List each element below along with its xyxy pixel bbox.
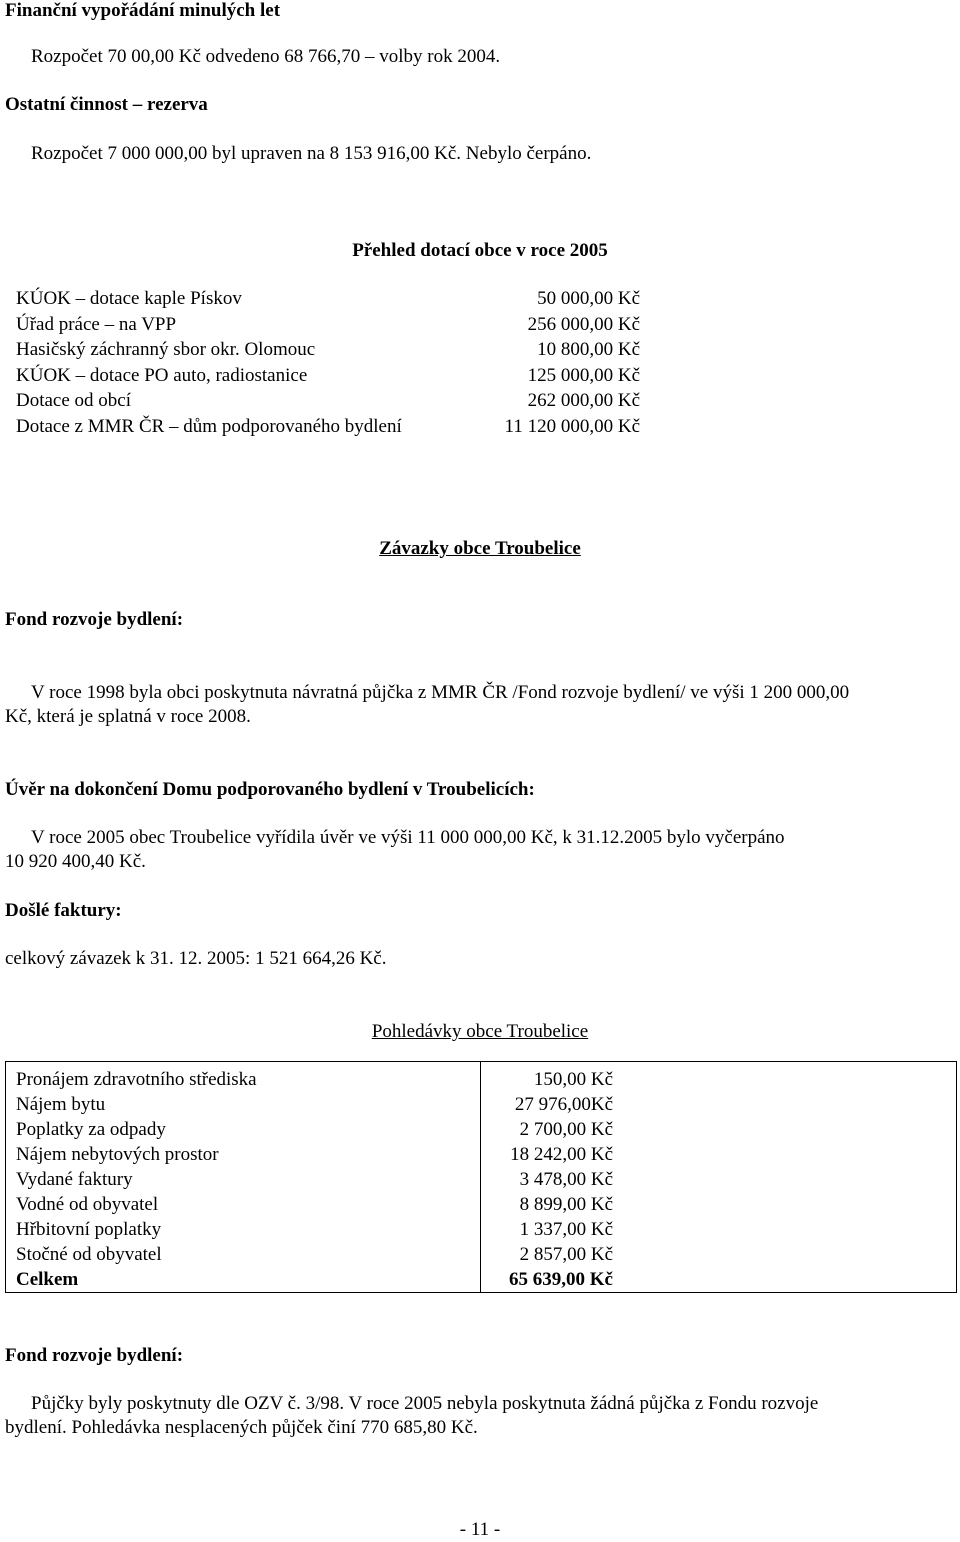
receivable-label: Stočné od obyvatel <box>16 1244 162 1265</box>
receivable-label: Pronájem zdravotního střediska <box>16 1069 257 1090</box>
table-row <box>6 1192 956 1217</box>
receivable-label: Vodné od obyvatel <box>16 1194 159 1215</box>
subsidy-label: Úřad práce – na VPP <box>16 313 177 335</box>
housing-fund-text-line1: V roce 1998 byla obci poskytnuta návratná půjčka z MMR ČR /Fond rozvoje bydlení/ ve výši 1 200 000,00 <box>31 682 850 703</box>
subsidy-amount: 262 000,00 Kč <box>527 390 640 412</box>
loan-text-line2: 10 920 400,40 Kč. <box>5 851 146 872</box>
other-activity-text: Rozpočet 7 000 000,00 byl upraven na 8 153 916,00 Kč. Nebylo čerpáno. <box>31 143 592 164</box>
receivable-amount: 150,00 Kč <box>533 1069 613 1090</box>
subsidy-amount: 10 800,00 Kč <box>537 339 640 361</box>
other-activity-heading: Ostatní činnost – rezerva <box>5 94 208 115</box>
receivable-amount: 1 337,00 Kč <box>519 1219 613 1240</box>
financial-settlement-text: Rozpočet 70 00,00 Kč odvedeno 68 766,70 – volby rok 2004. <box>31 46 501 67</box>
loan-heading: Úvěr na dokončení Domu podporovaného bydlení v Troubelicích: <box>5 779 535 800</box>
subsidies-list <box>16 286 656 440</box>
subsidy-amount: 256 000,00 Kč <box>527 313 640 335</box>
subsidy-amount: 50 000,00 Kč <box>537 288 640 309</box>
invoices-total-text: celkový závazek k 31. 12. 2005: 1 521 664,26 Kč. <box>5 948 387 969</box>
subsidy-label: Hasičský záchranný sbor okr. Olomouc <box>16 339 316 361</box>
total-amount: 65 639,00 Kč <box>509 1269 613 1290</box>
receivable-label: Vydané faktury <box>16 1169 133 1190</box>
subsidy-row <box>16 337 656 363</box>
table-row <box>6 1092 956 1117</box>
fund-receivables-text-line2: bydlení. Pohledávka nesplacených půjček činí 770 685,80 Kč. <box>5 1417 478 1438</box>
total-label: Celkem <box>16 1269 79 1290</box>
financial-settlement-heading: Finanční vypořádání minulých let <box>5 0 281 21</box>
subsidy-amount: 125 000,00 Kč <box>527 364 640 386</box>
fund-receivables-text-line1-content: Půjčky byly poskytnuty dle OZV č. 3/98. V roce 2005 nebyla poskytnuta žádná půjčka z Fondu rozvoje <box>31 1393 819 1414</box>
receivable-amount: 8 899,00 Kč <box>519 1194 613 1215</box>
housing-fund-heading: Fond rozvoje bydlení: <box>5 609 184 630</box>
subsidy-row <box>16 286 656 312</box>
table-row <box>6 1117 956 1142</box>
total-row <box>6 1267 956 1292</box>
loan-text-line1: V roce 2005 obec Troubelice vyřídila úvěr ve výši 11 000 000,00 Kč, k 31.12.2005 bylo vyčerpáno <box>31 827 785 848</box>
receivable-amount: 18 242,00 Kč <box>510 1144 613 1165</box>
subsidy-amount: 11 120 000,00 Kč <box>504 415 640 437</box>
fund-receivables-heading: Fond rozvoje bydlení: <box>5 1345 184 1366</box>
subsidy-row <box>16 388 656 414</box>
receivable-amount: 2 857,00 Kč <box>519 1244 613 1265</box>
invoices-heading: Došlé faktury: <box>5 900 122 921</box>
table-row <box>6 1142 956 1167</box>
receivables-title: Pohledávky obce Troubelice <box>371 1021 589 1042</box>
table-row <box>6 1242 956 1267</box>
receivable-label: Hřbitovní poplatky <box>16 1219 162 1240</box>
table-row <box>6 1217 956 1242</box>
subsidy-label: Dotace od obcí <box>16 390 132 412</box>
receivable-amount: 2 700,00 Kč <box>519 1119 613 1140</box>
table-row <box>6 1167 956 1192</box>
subsidy-label: KÚOK – dotace kaple Pískov <box>16 288 242 309</box>
receivable-label: Nájem bytu <box>16 1094 106 1115</box>
housing-fund-text-line2: Kč, která je splatná v roce 2008. <box>5 706 251 727</box>
page-number: - 11 - <box>459 1519 501 1540</box>
receivable-label: Nájem nebytových prostor <box>16 1144 219 1165</box>
liabilities-title: Závazky obce Troubelice <box>379 538 581 559</box>
subsidies-title: Přehled dotací obce v roce 2005 <box>352 240 608 261</box>
receivable-amount: 3 478,00 Kč <box>519 1169 613 1190</box>
subsidy-label: Dotace z MMR ČR – dům podporovaného bydlení <box>16 415 402 437</box>
receivable-amount: 27 976,00Kč <box>514 1094 613 1115</box>
subsidy-row <box>16 414 656 440</box>
subsidy-row <box>16 363 656 389</box>
subsidy-label: KÚOK – dotace PO auto, radiostanice <box>16 364 308 386</box>
receivable-label: Poplatky za odpady <box>16 1119 166 1140</box>
table-row <box>6 1067 956 1092</box>
receivables-table <box>5 1061 957 1293</box>
fund-receivables-text-line1 <box>5 1391 955 1416</box>
subsidy-row <box>16 312 656 338</box>
